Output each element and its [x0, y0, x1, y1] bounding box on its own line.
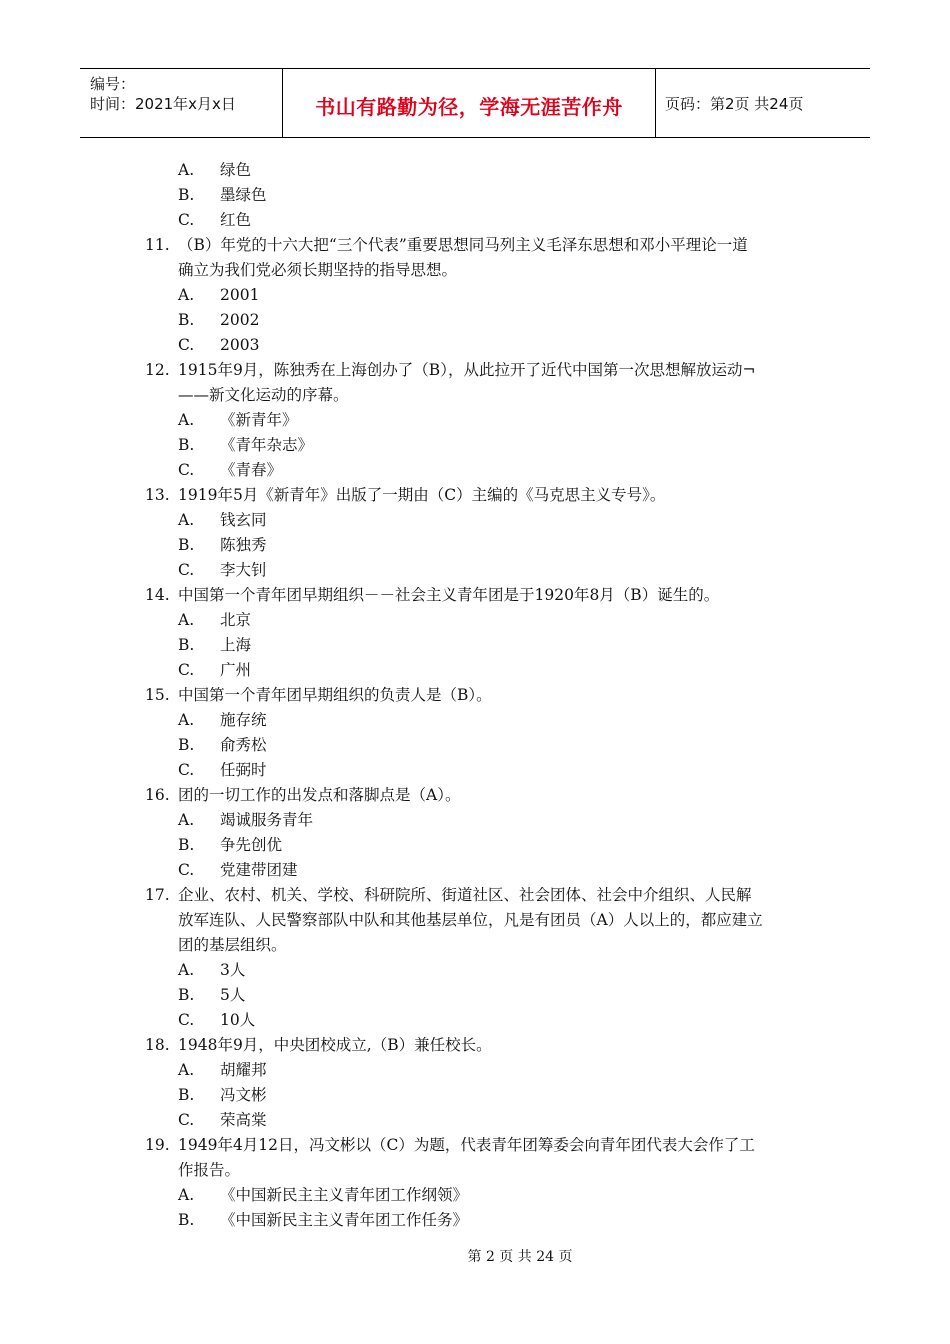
answer-option	[0, 1058, 950, 1083]
option-letter: A.	[178, 286, 195, 304]
question-text: 1949年4月12日，冯文彬以（C）为题，代表青年团筹委会向青年团代表大会作了工	[178, 1136, 755, 1154]
option-letter: B.	[178, 436, 195, 454]
option-letter: A.	[178, 511, 195, 529]
question-text: ——新文化运动的序幕。	[178, 386, 349, 404]
answer-option	[0, 308, 950, 333]
option-text: 俞秀松	[220, 736, 267, 754]
option-letter: A.	[178, 611, 195, 629]
option-letter: B.	[178, 986, 195, 1004]
option-letter: C.	[178, 861, 195, 879]
answer-option	[0, 433, 950, 458]
option-text: 红色	[220, 211, 252, 229]
question-line	[0, 683, 950, 708]
question-text: 中国第一个青年团早期组织－－社会主义青年团是于1920年8月（B）诞生的。	[178, 586, 720, 604]
question-continuation-line	[0, 1158, 950, 1183]
option-text: 2003	[220, 336, 260, 354]
answer-option	[0, 408, 950, 433]
question-line	[0, 583, 950, 608]
option-text: 竭诚服务青年	[220, 811, 314, 829]
option-letter: C.	[178, 1011, 195, 1029]
answer-option	[0, 333, 950, 358]
answer-option	[0, 733, 950, 758]
answer-option	[0, 1083, 950, 1108]
option-text: 《青年杂志》	[220, 436, 314, 454]
option-text: 陈独秀	[220, 536, 267, 554]
option-letter: B.	[178, 1086, 195, 1104]
answer-option	[0, 558, 950, 583]
answer-option	[0, 208, 950, 233]
option-text: 《中国新民主主义青年团工作任务》	[220, 1211, 469, 1229]
question-number: 11.	[145, 236, 170, 254]
option-letter: A.	[178, 1186, 195, 1204]
option-letter: C.	[178, 661, 195, 679]
option-text: 党建带团建	[220, 861, 298, 879]
option-letter: A.	[178, 961, 195, 979]
question-text: 放军连队、人民警察部队中队和其他基层单位，凡是有团员（A）人以上的，都应建立	[178, 911, 763, 929]
question-text: 中国第一个青年团早期组织的负责人是（B）。	[178, 686, 492, 704]
answer-option	[0, 158, 950, 183]
answer-option	[0, 958, 950, 983]
header-page-number: 页码：第2页 共24页	[665, 95, 804, 113]
option-letter: A.	[178, 811, 195, 829]
option-letter: A.	[178, 161, 195, 179]
question-text: 1919年5月《新青年》出版了一期由（C）主编的《马克思主义专号》。	[178, 486, 666, 504]
header-meta-cell	[80, 69, 282, 137]
option-text: 施存统	[220, 711, 267, 729]
option-letter: C.	[178, 761, 195, 779]
question-list	[0, 158, 950, 1233]
question-number: 16.	[145, 786, 170, 804]
option-text: 10人	[220, 1011, 256, 1029]
answer-option	[0, 633, 950, 658]
header-motto: 书山有路勤为径，学海无涯苦作舟	[315, 95, 623, 119]
question-text: 企业、农村、机关、学校、科研院所、街道社区、社会团体、社会中介组织、人民解	[178, 886, 752, 904]
question-line	[0, 883, 950, 908]
option-text: 任弼时	[220, 761, 267, 779]
option-text: 荣高棠	[220, 1111, 267, 1129]
option-text: 《新青年》	[220, 411, 298, 429]
answer-option	[0, 508, 950, 533]
option-text: 2002	[220, 311, 260, 329]
option-text: 3人	[220, 961, 246, 979]
question-text: 团的一切工作的出发点和落脚点是（A）。	[178, 786, 461, 804]
option-letter: C.	[178, 561, 195, 579]
option-text: 墨绿色	[220, 186, 267, 204]
option-text: 钱玄同	[220, 511, 267, 529]
question-line	[0, 783, 950, 808]
question-continuation-line	[0, 908, 950, 933]
option-text: 争先创优	[220, 836, 283, 854]
question-text: 确立为我们党必须长期坚持的指导思想。	[178, 261, 458, 279]
option-letter: A.	[178, 711, 195, 729]
question-number: 15.	[145, 686, 170, 704]
answer-option	[0, 658, 950, 683]
answer-option	[0, 183, 950, 208]
answer-option	[0, 1208, 950, 1233]
question-line	[0, 1033, 950, 1058]
option-letter: A.	[178, 1061, 195, 1079]
option-text: 5人	[220, 986, 246, 1004]
answer-option	[0, 833, 950, 858]
header-page-cell	[655, 69, 870, 137]
question-number: 17.	[145, 886, 170, 904]
question-continuation-line	[0, 383, 950, 408]
option-letter: B.	[178, 186, 195, 204]
answer-option	[0, 1108, 950, 1133]
document-time-label: 时间：2021年x月x日	[90, 95, 236, 113]
question-text: （B）年党的十六大把“三个代表”重要思想同马列主义毛泽东思想和邓小平理论一道	[178, 236, 748, 254]
option-letter: B.	[178, 736, 195, 754]
question-line	[0, 233, 950, 258]
question-number: 14.	[145, 586, 170, 604]
option-text: 2001	[220, 286, 260, 304]
option-letter: C.	[178, 211, 195, 229]
document-code-label: 编号：	[90, 75, 136, 93]
option-letter: C.	[178, 461, 195, 479]
question-continuation-line	[0, 933, 950, 958]
option-letter: C.	[178, 1111, 195, 1129]
option-letter: B.	[178, 636, 195, 654]
question-number: 18.	[145, 1036, 170, 1054]
question-line	[0, 1133, 950, 1158]
option-text: 绿色	[220, 161, 252, 179]
option-text: 北京	[220, 611, 252, 629]
question-number: 12.	[145, 361, 170, 379]
option-letter: B.	[178, 836, 195, 854]
question-text: 1948年9月，中央团校成立,（B）兼任校长。	[178, 1036, 492, 1054]
answer-option	[0, 808, 950, 833]
option-text: 广州	[220, 661, 252, 679]
option-text: 上海	[220, 636, 252, 654]
option-letter: B.	[178, 1211, 195, 1229]
header-motto-cell	[282, 69, 656, 137]
option-text: 胡耀邦	[220, 1061, 267, 1079]
option-text: 《中国新民主主义青年团工作纲领》	[220, 1186, 469, 1204]
option-letter: B.	[178, 311, 195, 329]
question-continuation-line	[0, 258, 950, 283]
question-number: 19.	[145, 1136, 170, 1154]
page-footer: 第 2 页 共 24 页	[467, 1249, 573, 1265]
answer-option	[0, 1183, 950, 1208]
answer-option	[0, 708, 950, 733]
question-text: 团的基层组织。	[178, 936, 287, 954]
answer-option	[0, 608, 950, 633]
question-text: 1915年9月，陈独秀在上海创办了（B），从此拉开了近代中国第一次思想解放运动¬	[178, 361, 756, 379]
option-letter: A.	[178, 411, 195, 429]
answer-option	[0, 458, 950, 483]
question-number: 13.	[145, 486, 170, 504]
option-letter: C.	[178, 336, 195, 354]
question-text: 作报告。	[178, 1161, 241, 1179]
answer-option	[0, 1008, 950, 1033]
answer-option	[0, 858, 950, 883]
answer-option	[0, 983, 950, 1008]
question-line	[0, 358, 950, 383]
answer-option	[0, 758, 950, 783]
answer-option	[0, 533, 950, 558]
option-text: 冯文彬	[220, 1086, 267, 1104]
answer-option	[0, 283, 950, 308]
option-text: 《青春》	[220, 461, 283, 479]
option-letter: B.	[178, 536, 195, 554]
question-line	[0, 483, 950, 508]
option-text: 李大钊	[220, 561, 267, 579]
page-header	[80, 68, 870, 138]
